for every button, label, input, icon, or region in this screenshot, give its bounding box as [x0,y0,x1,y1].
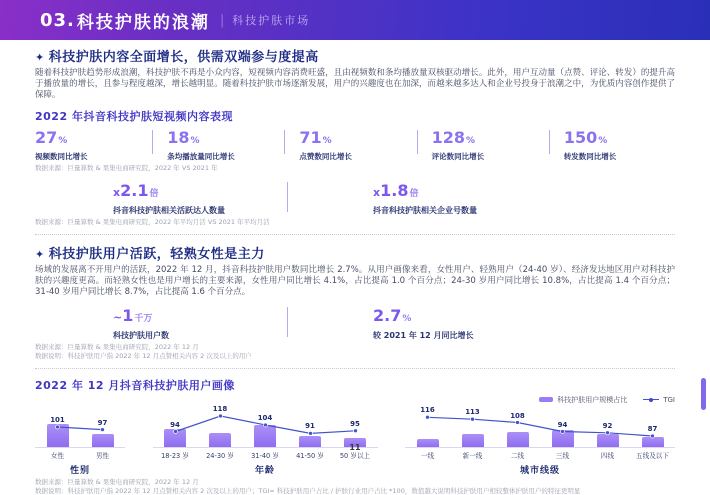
highlight-label: 较 2021 年 12 月同比增长 [373,330,675,341]
vertical-divider [152,130,153,154]
category-label: 一线 [405,450,450,460]
stat-video-count [35,129,146,162]
bar-swatch-icon [539,397,553,402]
stat-avg-plays [167,129,278,162]
header-bar [0,0,710,40]
stat-shares [564,129,675,162]
section2-title [35,243,675,262]
category-label: 五线及以下 [630,450,675,460]
stat-number: 150 [564,128,597,147]
highlight-value [113,182,287,203]
legend-item-bar [539,395,627,405]
stat-label: 点赞数同比增长 [299,151,410,162]
stat-unit: % [58,136,67,146]
section-number: 03. [40,10,75,31]
category-label: 41-50 岁 [288,450,333,460]
highlight-yoy-growth [288,307,675,341]
stat-unit: % [190,136,199,146]
stat-unit: % [466,136,475,146]
section1-title [35,46,675,65]
axis-group-name: 性别 [35,463,125,476]
stat-value [564,129,675,150]
highlight-prefix: x [113,186,120,199]
highlight-label: 科技护肤用户数 [113,330,287,341]
stat-unit: % [598,136,607,146]
stat-number: 18 [167,128,189,147]
category-label: 新一线 [450,450,495,460]
vertical-divider [417,130,418,154]
tgi-value-label: 118 [213,405,228,413]
stat-value [432,129,543,150]
highlight-label: 抖音科技护肤相关活跃达人数量 [113,205,287,216]
tgi-value-label: 104 [258,414,273,422]
highlight-value [373,182,675,203]
source-note: 数据来源：巨量算数 & 果集电商研究院，2022 年 VS 2021 年 [35,165,675,173]
tgi-value-label: 91 [305,422,315,430]
highlight-number: 2.1 [120,181,148,200]
page-number: 11 [0,443,710,452]
chart-group [35,408,125,476]
tgi-value-label: 92 [603,422,613,430]
page-content [0,46,710,495]
chart-legend [35,395,675,404]
highlight-business-accounts [288,182,675,216]
chart-group [153,408,378,476]
highlight-row-1 [35,182,675,216]
tgi-value-label: 94 [558,421,568,429]
highlight-creators [35,182,287,216]
source-note: 数据说明：科技护肤用户指 2022 年 12 月点赞相关内容 2 次及以上的用户；TGI= 科技护肤用户占比 / 护肤行业用户占比 *100，数值越大说明科技护肤用户相较整体护肤用户的特征更明显 [35,488,675,495]
tgi-value-label: 87 [648,425,658,433]
stat-label: 视频数同比增长 [35,151,146,162]
category-label: 二线 [495,450,540,460]
sparkle-icon: ✦ [35,248,45,261]
category-label: 三线 [540,450,585,460]
section2-body: 场域的发展离不开用户的活跃，2022 年 12 月，抖音科技护肤用户数同比增长 2.7%。从用户画像来看，女性用户、轻熟用户（24-40 岁）、经济发达地区用户对科技护肤的兴趣度更高。而轻熟女性也是用户增长的主要来源，女性用户同比增长 4.1%，占比提高 1.0 个百分点；24-30 岁用户同比增长 10.8%，占比提高 1.4 个百分点；31-40 岁用户同比增长 8.7%，占比提高 1.6 个百分点。 [35,265,675,298]
highlight-prefix: ~ [113,311,122,324]
highlight-row-2 [35,307,675,341]
source-note: 数据来源：巨量算数 & 果集电商研究院，2022 年 12 月 [35,479,675,487]
highlight-user-count [35,307,287,341]
stat-comments [432,129,543,162]
section1-body: 随着科技护肤趋势形成浪潮，科技护肤不再是小众内容，短视频内容消费旺盛，且由视频数和条均播放量双核驱动增长。此外，用户互动量（点赞、评论、转发）的提升高于播放量的增长，且参与程度越深，增长越明显。随着科技护肤市场逐渐发展，用户的兴趣度也在加深，而越来越多达人和企业号投身于浪潮之中，为优质内容创作提供了保障。 [35,68,675,101]
dotted-divider [35,234,675,235]
category-label: 四线 [585,450,630,460]
highlight-suffix: 千万 [134,314,152,324]
tgi-value-label: 94 [170,421,180,429]
tgi-value-label: 116 [420,406,435,414]
stat-label: 转发数同比增长 [564,151,675,162]
highlight-suffix: % [402,314,411,324]
category-label: 女性 [35,450,80,460]
dotted-divider [35,368,675,369]
legend-item-tgi [643,396,675,404]
tgi-value-label: 108 [510,412,525,420]
category-label: 18-23 岁 [153,450,198,460]
stat-number: 27 [35,128,57,147]
line-swatch-icon [643,396,659,403]
highlight-value [373,307,675,328]
title-separator: | [220,13,224,28]
category-label: 24-30 岁 [198,450,243,460]
stat-label: 评论数同比增长 [432,151,543,162]
highlight-number: 1.8 [380,181,408,200]
chart-section-title: 2022 年 12 月抖音科技护肤用户画像 [35,377,675,393]
stat-value [299,129,410,150]
highlight-suffix: 倍 [149,189,158,199]
legend-label: 科技护肤用户规模占比 [557,395,627,405]
highlight-label: 抖音科技护肤相关企业号数量 [373,205,675,216]
source-note: 数据说明：科技护肤用户指 2022 年 12 月点赞相关内容 2 次及以上的用户 [35,353,675,361]
stat-unit: % [323,136,332,146]
highlight-value [113,307,287,328]
highlight-number: 1 [122,306,133,325]
highlight-prefix: x [373,186,380,199]
stat-likes [299,129,410,162]
stat-number: 128 [432,128,465,147]
section1-subheading: 2022 年抖音科技护肤短视频内容表现 [35,108,675,124]
section2-title-text: 科技护肤用户活跃，轻熟女性是主力 [49,247,265,262]
page-subtitle: 科技护肤市场 [232,12,310,28]
axis-group-name: 城市线级 [405,463,675,476]
tgi-line [405,408,675,447]
stat-label: 条均播放量同比增长 [167,151,278,162]
source-note: 数据来源：巨量算数 & 果集电商研究院，2022 年平均月活 VS 2021 年平均月活 [35,219,675,227]
highlight-suffix: 倍 [409,189,418,199]
page-title: 科技护肤的浪潮 [77,8,210,33]
highlight-number: 2.7 [373,306,401,325]
stat-number: 71 [299,128,321,147]
chart-groups [35,408,675,476]
vertical-divider [549,130,550,154]
vertical-divider [284,130,285,154]
section1-title-text: 科技护肤内容全面增长，供需双端参与度提高 [49,50,319,65]
chart-group [405,408,675,476]
stat-value [167,129,278,150]
category-label: 男性 [80,450,125,460]
tgi-value-label: 101 [50,416,65,424]
tgi-line [35,408,125,447]
axis-group-name: 年龄 [153,463,378,476]
tgi-value-label: 113 [465,408,480,416]
stat-value [35,129,146,150]
source-note: 数据来源：巨量算数 & 果集电商研究院，2022 年 12 月 [35,344,675,352]
tgi-value-label: 97 [98,419,108,427]
sparkle-icon: ✦ [35,51,45,64]
category-label: 31-40 岁 [243,450,288,460]
legend-label: TGI [663,396,675,404]
tgi-value-label: 95 [350,420,360,428]
scrollbar-thumb[interactable] [701,378,706,410]
content-stats-row [35,129,675,162]
category-label: 50 岁以上 [333,450,378,460]
